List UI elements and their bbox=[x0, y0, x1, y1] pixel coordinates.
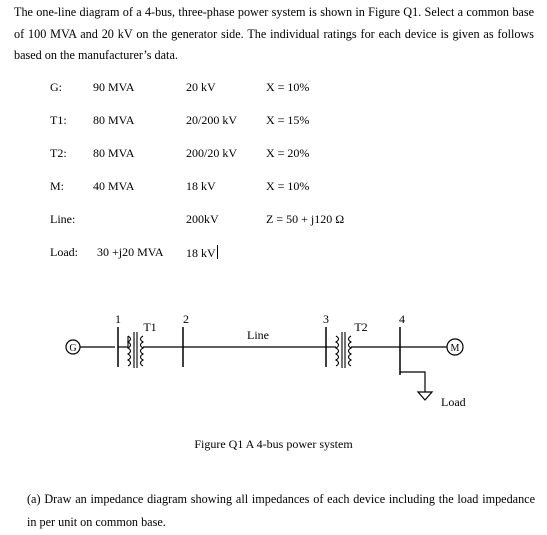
generator-symbol bbox=[66, 340, 80, 354]
device-rating: 40 MVA bbox=[93, 179, 135, 193]
question-a: (a) Draw an impedance diagram showing all impedances of each device including the load impedance in per unit on common base. bbox=[27, 492, 535, 529]
bus-2-label: 2 bbox=[183, 312, 189, 326]
device-label: T2: bbox=[50, 146, 67, 160]
generator-label: G bbox=[69, 343, 77, 354]
motor-symbol bbox=[447, 339, 463, 355]
figure-caption: Figure Q1 A 4-bus power system bbox=[194, 437, 353, 451]
t2-label: T2 bbox=[354, 320, 368, 334]
device-impedance: Z = 50 + j120 Ω bbox=[266, 212, 345, 226]
problem-intro: The one-line diagram of a 4-bus, three-phase power system is shown in Figure Q1. Select a common base of 100 MVA and 20 kV on the generator side. The individual ratings for each device is given as follows based on the manufacturer’s data. bbox=[14, 5, 534, 62]
device-voltage-wrap bbox=[186, 245, 218, 261]
device-rating: 80 MVA bbox=[93, 146, 135, 160]
t1-label: T1 bbox=[143, 320, 157, 334]
rating-row-t2 bbox=[0, 146, 547, 166]
rating-row-t1 bbox=[0, 113, 547, 133]
device-voltage: 200kV bbox=[186, 212, 219, 226]
motor-label: M bbox=[450, 343, 460, 354]
rating-row-motor bbox=[0, 179, 547, 199]
line-label: Line bbox=[247, 328, 269, 342]
rating-row-generator bbox=[0, 80, 547, 100]
bus-4-label: 4 bbox=[399, 312, 405, 326]
device-label: Line: bbox=[50, 212, 76, 226]
device-voltage: 200/20 kV bbox=[186, 146, 237, 160]
device-label: G: bbox=[50, 80, 62, 94]
rating-row-line bbox=[0, 212, 547, 232]
device-label: T1: bbox=[50, 113, 67, 127]
transformer-t1 bbox=[128, 332, 143, 368]
device-rating: 80 MVA bbox=[93, 113, 135, 127]
device-voltage: 20/200 kV bbox=[186, 113, 237, 127]
transformer-t2 bbox=[336, 332, 351, 368]
device-impedance: X = 10% bbox=[266, 179, 310, 193]
bus-3-label: 3 bbox=[323, 312, 329, 326]
device-rating: 30 +j20 MVA bbox=[97, 245, 164, 259]
load-symbol bbox=[400, 372, 432, 400]
device-label: Load: bbox=[50, 245, 78, 259]
load-label: Load bbox=[441, 395, 466, 409]
device-impedance: X = 15% bbox=[266, 113, 310, 127]
device-impedance: X = 20% bbox=[266, 146, 310, 160]
text-cursor bbox=[217, 245, 218, 259]
device-label: M: bbox=[50, 179, 65, 193]
device-voltage: 18 kV bbox=[186, 179, 216, 193]
bus-1-label: 1 bbox=[115, 312, 121, 326]
device-voltage: 18 kV bbox=[186, 246, 216, 260]
rating-row-load bbox=[0, 245, 547, 265]
device-voltage: 20 kV bbox=[186, 80, 216, 94]
one-line-diagram bbox=[0, 300, 547, 430]
device-impedance: X = 10% bbox=[266, 80, 310, 94]
device-rating: 90 MVA bbox=[93, 80, 135, 94]
